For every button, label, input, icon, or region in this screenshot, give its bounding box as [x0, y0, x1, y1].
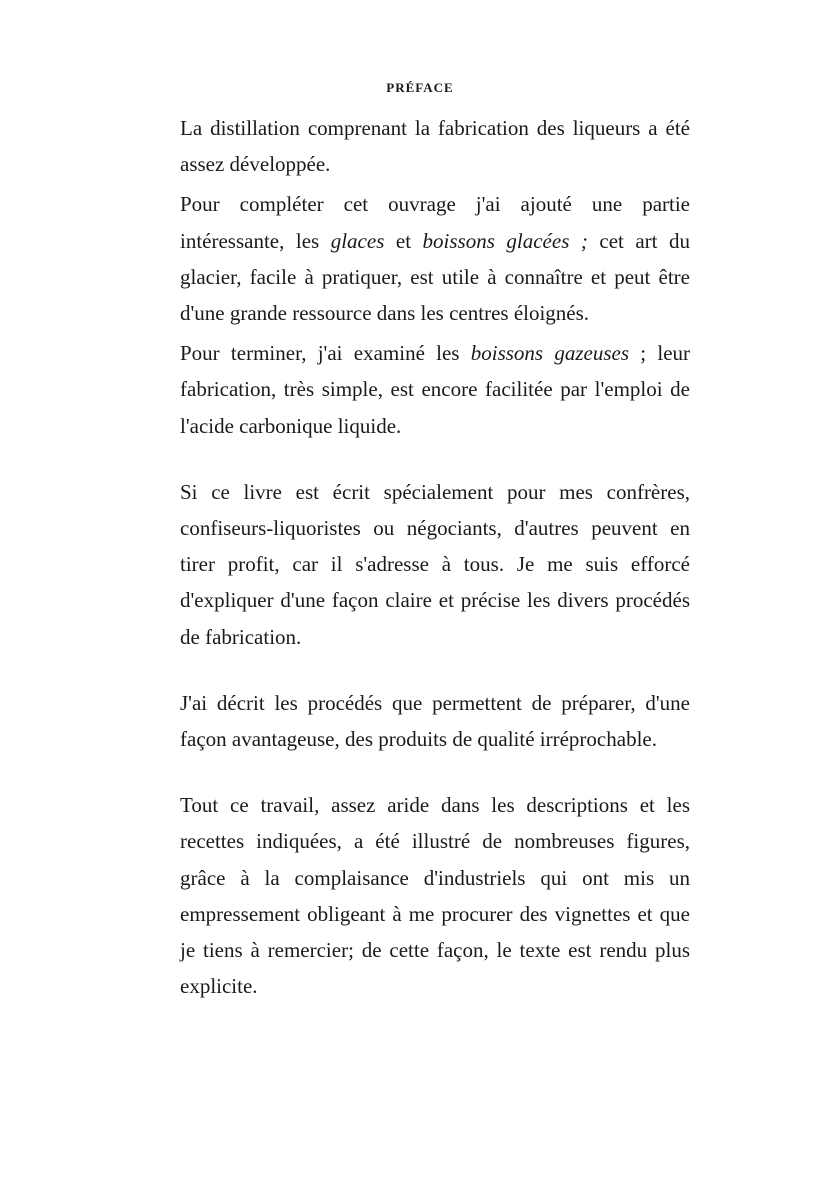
- paragraph-text: et: [384, 228, 423, 253]
- paragraph-text: Si ce livre est écrit spécialement pour mes confrères, confiseurs-liquoristes ou négociants, d'autres peuvent en tirer profit, car il s'adresse à tous. Je me suis efforcé d'expliquer d'une façon claire et précise les divers procédés de fabrication.: [180, 479, 690, 649]
- paragraph-text: J'ai décrit les procédés que permettent de préparer, d'une façon avantageuse, des produits de qualité irréprochable.: [180, 690, 690, 752]
- paragraph-glaces: [180, 186, 690, 331]
- running-header: PRÉFACE: [386, 80, 454, 95]
- paragraph-travail: [180, 787, 690, 1004]
- paragraph-livre: [180, 474, 690, 655]
- paragraph-text: Pour compléter cet ouvrage j'ai ajouté une partie intéressante, les: [180, 192, 690, 253]
- paragraph-text: cet art du glacier, facile à pratiquer, est utile à connaître et peut être d'une grande ressource dans les centres éloignés.: [180, 228, 691, 326]
- paragraph-text: ; leur fabrication, très simple, est encore facilitée par l'emploi de l'acide carbonique liquide.: [180, 341, 691, 438]
- italic-term: glaces: [330, 228, 385, 253]
- paragraph-text: Tout ce travail, assez aride dans les descriptions et les recettes indiquées, a été illustré de nombreuses figures, grâce à la complaisance d'industriels qui ont mis un empressement obligeant à me procurer des vignettes et que je tiens à remercier; de cette façon, le texte est rendu plus explicite.: [180, 793, 690, 999]
- paragraph-distillation: [180, 110, 690, 182]
- italic-term: boissons glacées ;: [422, 228, 588, 253]
- paragraph-text: La distillation comprenant la fabrication des liqueurs a été assez développée.: [180, 116, 690, 177]
- paragraph-gazeuses: [180, 335, 690, 444]
- italic-term: boissons gazeuses: [470, 341, 630, 366]
- paragraph-text: Pour terminer, j'ai examiné les: [180, 341, 471, 366]
- page-body: [180, 110, 690, 1004]
- paragraph-procedes: [180, 685, 690, 757]
